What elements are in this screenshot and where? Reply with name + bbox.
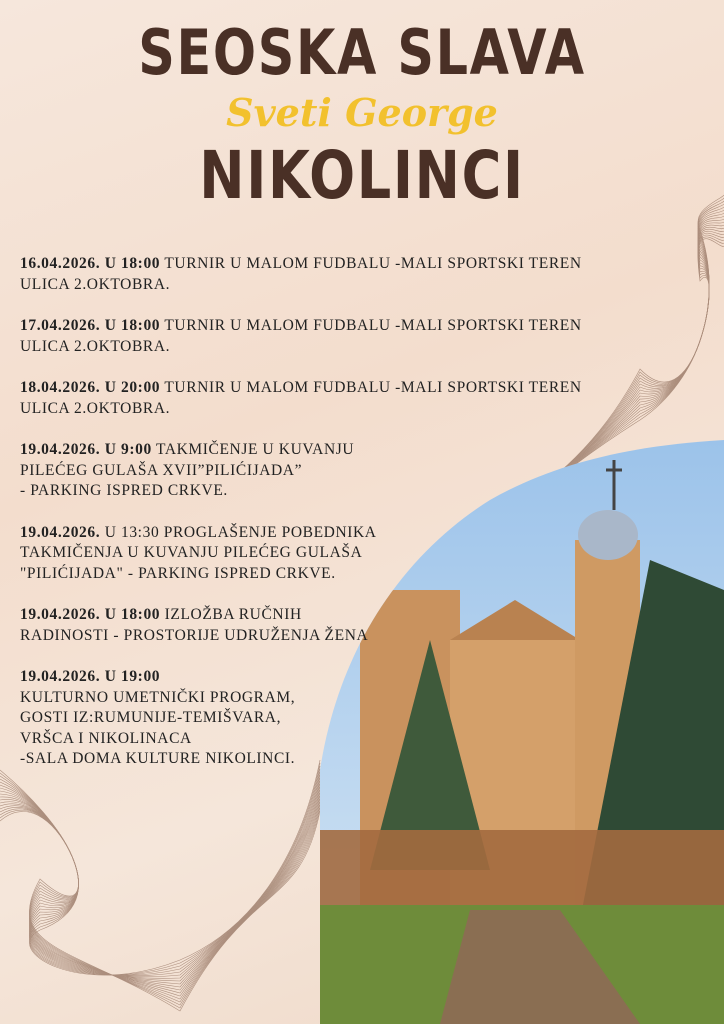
event-text: -SALA DOMA KULTURE NIKOLINCI. — [20, 750, 296, 767]
event-item — [20, 316, 660, 357]
event-text: ULICA 2.OKTOBRA. — [20, 337, 171, 355]
event-text: TURNIR U MALOM FUDBALU -MALI SPORTSKI TEREN — [160, 255, 582, 272]
event-item — [20, 440, 660, 502]
event-text: TURNIR U MALOM FUDBALU -MALI SPORTSKI TEREN — [160, 317, 582, 334]
event-time-prefix: U — [100, 441, 121, 458]
event-time: 18:00 — [120, 606, 161, 623]
event-time-prefix: U — [100, 255, 121, 272]
event-text: TURNIR U MALOM FUDBALU -MALI SPORTSKI TEREN — [160, 379, 582, 396]
event-text: TAKMIČENJE U KUVANJU — [151, 441, 355, 458]
event-text: "PILIĆIJADA" - PARKING ISPRED CRKVE. — [20, 564, 336, 582]
fence — [320, 830, 724, 910]
event-date: 18.04.2026. — [20, 379, 101, 396]
event-time-prefix: U — [100, 606, 121, 623]
event-item — [20, 523, 660, 585]
event-time: 18:00 — [120, 317, 161, 334]
event-item — [20, 667, 660, 770]
event-text: ULICA 2.OKTOBRA. — [20, 275, 171, 293]
event-time-prefix: U — [100, 668, 121, 685]
event-date: 19.04.2026. — [20, 668, 101, 685]
event-text: - PARKING ISPRED CRKVE. — [20, 482, 228, 499]
event-text: ULICA 2.OKTOBRA. — [20, 399, 171, 417]
event-text: RADINOSTI - PROSTORIJE UDRUŽENJA ŽENA — [20, 626, 369, 644]
event-item — [20, 254, 660, 295]
event-schedule — [20, 254, 660, 791]
event-text: KULTURNO UMETNIČKI PROGRAM, — [20, 688, 296, 706]
event-time: 13:30 — [120, 523, 160, 541]
event-item — [20, 378, 660, 419]
event-time-prefix: U — [100, 523, 121, 541]
event-date: 16.04.2026. — [20, 255, 101, 272]
event-time: 19:00 — [120, 668, 161, 685]
event-time: 18:00 — [120, 255, 161, 272]
event-text: PILEĆEG GULAŠA XVII”PILIĆIJADA” — [20, 461, 303, 479]
event-text: VRŠCA I NIKOLINACA — [20, 729, 192, 747]
event-date: 19.04.2026. — [20, 441, 101, 458]
title-line-1: SEOSKA SLAVA — [138, 16, 586, 89]
event-text: TAKMIČENJA U KUVANJU PILEĆEG GULAŠA — [20, 544, 363, 561]
event-date: 19.04.2026. — [20, 523, 101, 541]
event-time: 20:00 — [120, 379, 161, 396]
event-time-prefix: U — [100, 317, 121, 334]
event-text: PROGLAŠENJE POBEDNIKA — [159, 523, 377, 541]
event-text: GOSTI IZ:RUMUNIJE-TEMIŠVARA, — [20, 709, 282, 726]
event-date: 17.04.2026. — [20, 317, 101, 334]
title-line-2: NIKOLINCI — [199, 137, 525, 214]
event-time-prefix: U — [100, 379, 121, 396]
event-text: IZLOŽBA RUČNIH — [160, 606, 302, 623]
event-time: 9:00 — [120, 441, 152, 458]
event-date: 19.04.2026. — [20, 606, 101, 623]
event-item — [20, 605, 660, 646]
title-script: Sveti George — [226, 90, 498, 135]
